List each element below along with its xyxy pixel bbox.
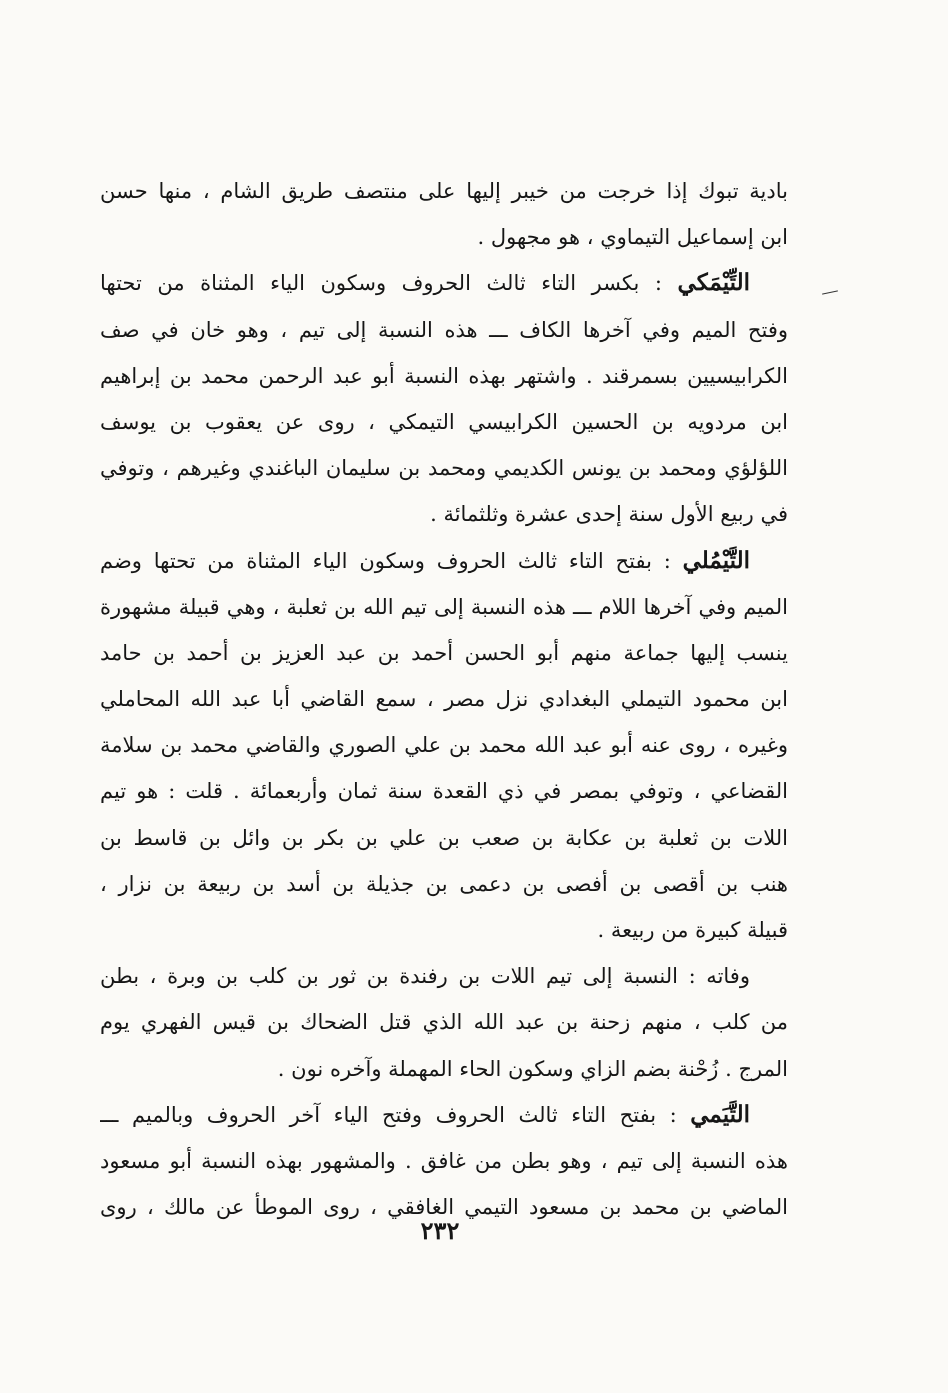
headword: التَّيَمي — [690, 1100, 750, 1128]
headword: التَّيْمُلي — [682, 546, 750, 574]
book-page-text — [100, 168, 788, 1230]
text-line: وفاته : النسبة إلى تيم اللات بن رفندة بن ثور بن كلب بن وبرة ، بطن — [100, 964, 750, 989]
entry-line — [100, 1092, 788, 1138]
entry-line — [100, 260, 788, 306]
entry-text: بكسر التاء ثالث الحروف وسكون الياء المثناة من تحتها — [100, 271, 640, 296]
text-line: هذه النسبة إلى تيم ، وهو بطن من غافق . والمشهور بهذه النسبة أبو مسعود — [100, 1148, 788, 1173]
text-line: اللؤلؤي ومحمد بن يونس الكديمي ومحمد بن سليمان الباغندي وغيرهم ، وتوفي — [100, 456, 788, 481]
text-line: القضاعي ، وتوفي بمصر في ذي القعدة سنة ثمان وأربعمائة . قلت : هو تيم — [100, 779, 788, 804]
text-line: ابن إسماعيل التيماوي ، هو مجهول . — [477, 225, 788, 250]
text-line: ينسب إليها جماعة منهم أبو الحسن أحمد بن عبد العزيز بن أحمد بن حامد — [100, 640, 788, 665]
entry-line — [100, 538, 788, 584]
text-line: المرج . زُحْنة بضم الزاي وسكون الحاء المهملة وآخره نون . — [277, 1056, 788, 1081]
text-line: هنب بن أقصى بن أفصى بن دعمى بن جذيلة بن أسد بن ربيعة بن نزار ، — [100, 871, 788, 896]
text-line: وفتح الميم وفي آخرها الكاف ـــ هذه النسبة إلى تيم ، وهو خان في صف — [100, 317, 788, 342]
text-line: ابن محمود التيملي البغدادي نزل مصر ، سمع القاضي أبا عبد الله المحاملي — [100, 687, 788, 712]
text-line: بادية تبوك إذا خرجت من خيبر إليها على منتصف طريق الشام ، منها حسن — [100, 179, 788, 203]
text-line: الماضي بن محمد بن مسعود التيمي الغافقي ، روى الموطأ عن مالك ، روى — [100, 1195, 788, 1220]
text-line: قبيلة كبيرة من ربيعة . — [597, 918, 788, 942]
entry-text: بفتح التاء ثالث الحروف وسكون الياء المثناة من تحتها وضم — [100, 548, 652, 573]
separator: : — [656, 1102, 691, 1127]
page-number: ٢٣٢ — [420, 1216, 460, 1245]
text-line: الكرابيسيين بسمرقند . واشتهر بهذه النسبة أبو عبد الرحمن محمد بن إبراهيم — [100, 363, 788, 388]
entry-text: بفتح التاء ثالث الحروف وفتح الياء آخر الحروف وبالميم ـــ — [100, 1102, 657, 1127]
text-line: وغيره ، روى عنه أبو عبد الله محمد بن علي الصوري والقاضي محمد بن سلامة — [100, 733, 788, 758]
margin-dash-mark — [822, 290, 838, 294]
separator: : — [651, 548, 683, 573]
text-line: من كلب ، منهم زحنة بن عبد الله الذي قتل الضحاك بن قيس الفهري يوم — [100, 1010, 788, 1035]
text-line: الميم وفي آخرها اللام ـــ هذه النسبة إلى تيم الله بن ثعلبة ، وهي قبيلة مشهورة — [100, 594, 788, 619]
text-line: في ربيع الأول سنة إحدى عشرة وثلثمائة . — [430, 502, 788, 527]
text-line: ابن مردويه بن الحسين الكرابيسي التيمكي ، روى عن يعقوب بن يوسف — [100, 409, 788, 434]
headword: التِّيْمَكي — [677, 269, 750, 297]
text-line: اللات بن ثعلبة بن عكابة بن صعب بن علي بن بكر بن وائل بن قاسط بن — [100, 825, 788, 850]
separator: : — [639, 271, 678, 296]
